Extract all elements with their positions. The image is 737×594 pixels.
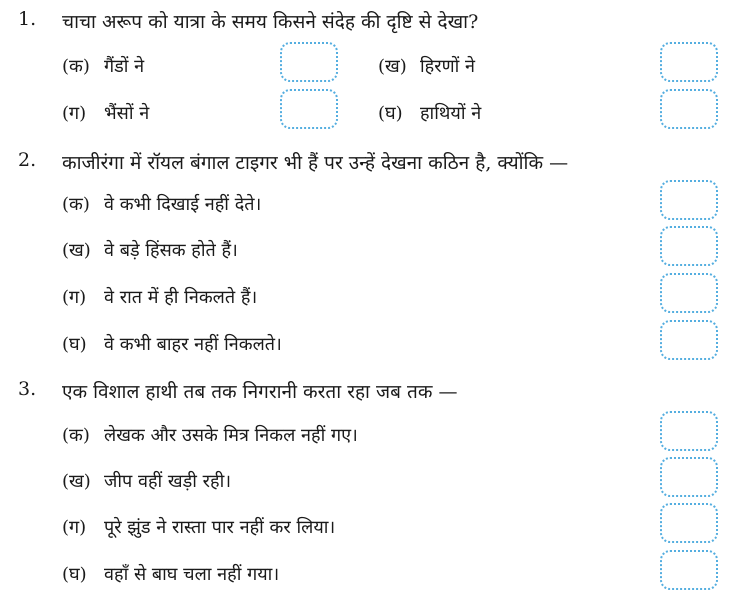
q1-option-b-answer-box[interactable] — [660, 42, 718, 82]
q1-option-a-text: गैंडों ने — [104, 56, 145, 77]
q3-option-a-answer-box[interactable] — [660, 411, 718, 451]
q2-option-c-label: (ग) — [62, 287, 87, 308]
q3-option-b-text: जीप वहीं खड़ी रही। — [104, 471, 232, 492]
q3-option-a-text: लेखक और उसके मित्र निकल नहीं गए। — [104, 425, 358, 446]
q2-option-d-answer-box[interactable] — [660, 320, 718, 360]
question-3-text: एक विशाल हाथी तब तक निगरानी करता रहा जब तक — — [62, 381, 458, 403]
q1-option-b-text: हिरणों ने — [420, 56, 475, 77]
q2-option-c-text: वे रात में ही निकलते हैं। — [104, 287, 258, 308]
q2-option-a-text: वे कभी दिखाई नहीं देते। — [104, 194, 262, 215]
q2-option-b-answer-box[interactable] — [660, 226, 718, 266]
q3-option-d-answer-box[interactable] — [660, 550, 718, 590]
q3-option-b-label: (ख) — [62, 471, 91, 492]
q1-option-d-text: हाथियों ने — [420, 103, 482, 124]
question-1-number: 1. — [18, 8, 37, 30]
q1-option-c-answer-box[interactable] — [280, 89, 338, 129]
q1-option-d-answer-box[interactable] — [660, 89, 718, 129]
q2-option-a-label: (क) — [62, 194, 90, 215]
q1-option-b-label: (ख) — [378, 56, 407, 77]
q1-option-c-text: भैंसों ने — [104, 103, 150, 124]
q2-option-a-answer-box[interactable] — [660, 180, 718, 220]
q3-option-c-text: पूरे झुंड ने रास्ता पार नहीं कर लिया। — [104, 517, 336, 538]
q1-option-d-label: (घ) — [378, 103, 403, 124]
question-1-text: चाचा अरूप को यात्रा के समय किसने संदेह की दृष्टि से देखा? — [62, 11, 479, 33]
q3-option-b-answer-box[interactable] — [660, 457, 718, 497]
question-3-number: 3. — [18, 378, 37, 400]
q3-option-c-answer-box[interactable] — [660, 503, 718, 543]
question-2-text: काजीरंगा में रॉयल बंगाल टाइगर भी हैं पर उन्हें देखना कठिन है, क्योंकि — — [62, 152, 569, 174]
q2-option-b-label: (ख) — [62, 240, 91, 261]
question-2-number: 2. — [18, 149, 37, 171]
q2-option-d-label: (घ) — [62, 334, 87, 355]
q3-option-a-label: (क) — [62, 425, 90, 446]
q2-option-c-answer-box[interactable] — [660, 273, 718, 313]
q1-option-a-answer-box[interactable] — [280, 42, 338, 82]
q1-option-a-label: (क) — [62, 56, 90, 77]
q1-option-c-label: (ग) — [62, 103, 87, 124]
q3-option-d-label: (घ) — [62, 564, 87, 585]
q2-option-d-text: वे कभी बाहर नहीं निकलते। — [104, 334, 282, 355]
q3-option-d-text: वहाँ से बाघ चला नहीं गया। — [104, 564, 280, 585]
q2-option-b-text: वे बड़े हिंसक होते हैं। — [104, 240, 238, 261]
q3-option-c-label: (ग) — [62, 517, 87, 538]
